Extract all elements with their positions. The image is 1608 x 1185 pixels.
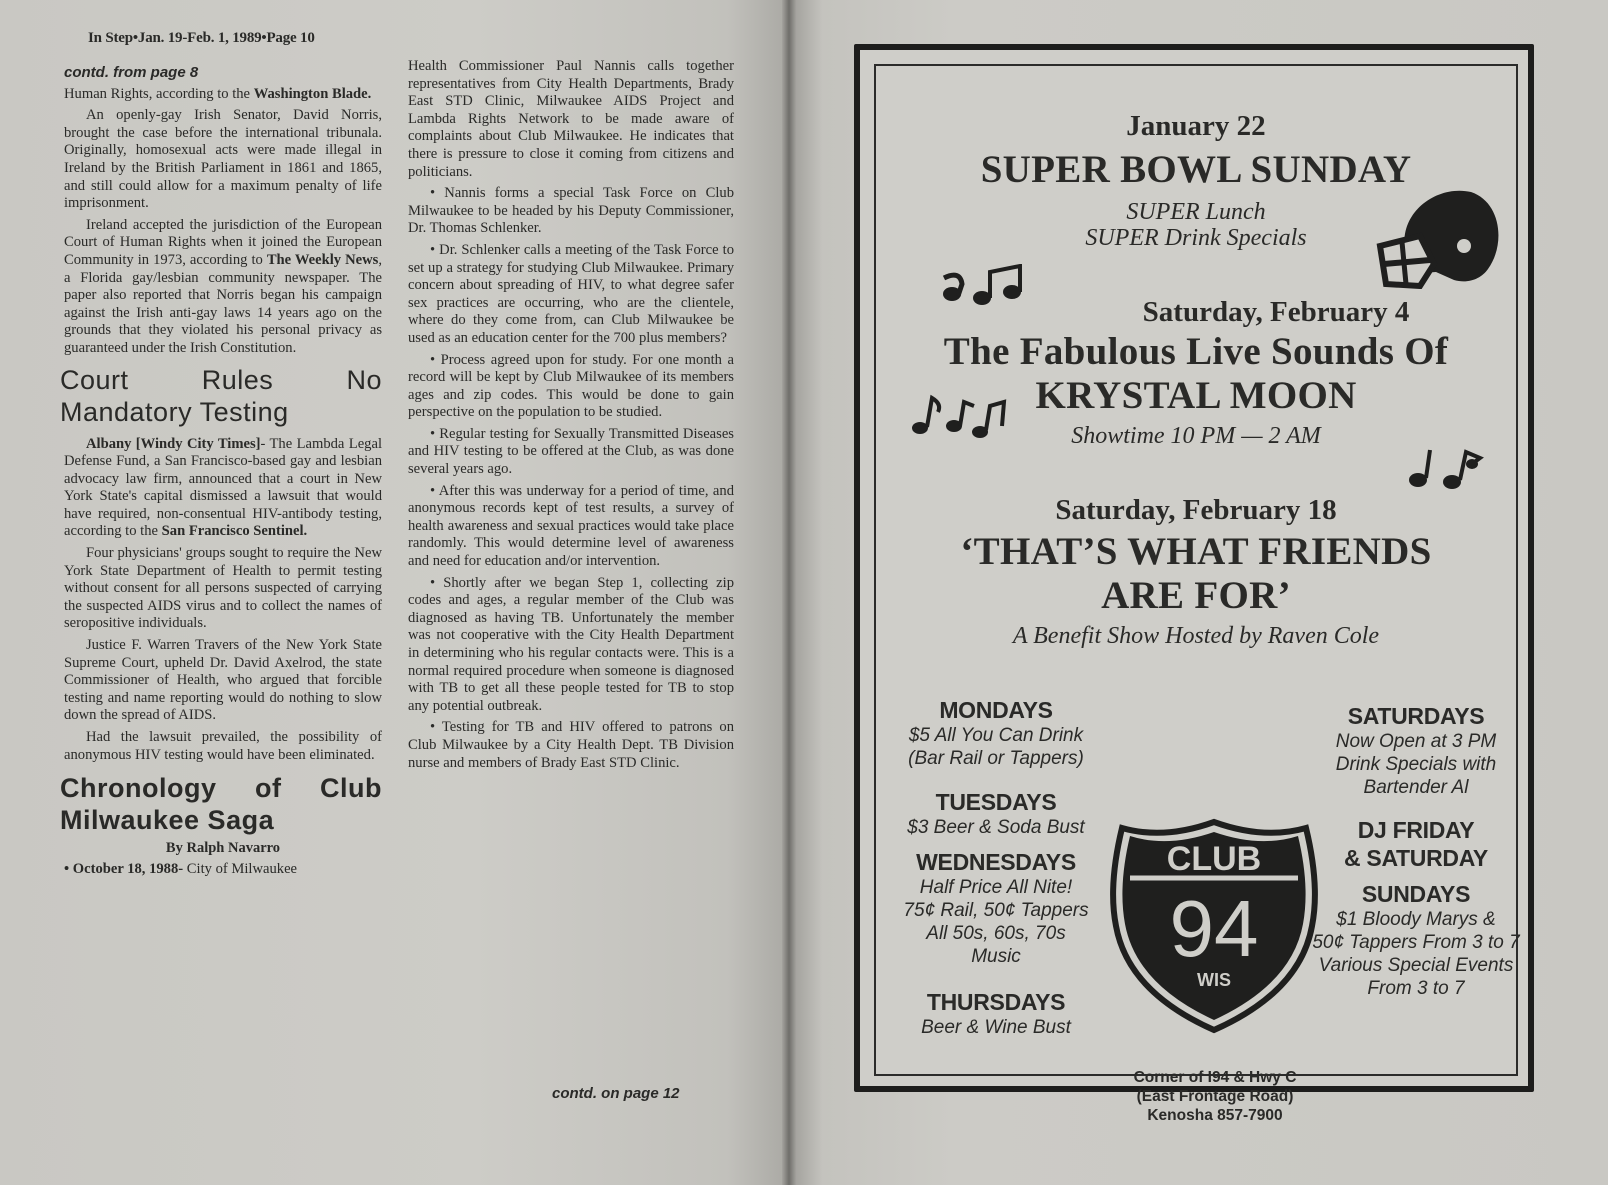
day-heading: & SATURDAY: [1344, 845, 1488, 871]
day-line: Drink Specials with: [1335, 754, 1497, 775]
event3-subtitle: A Benefit Show Hosted by Raven Cole: [1012, 623, 1380, 649]
day-line: $1 Bloody Marys &: [1336, 909, 1496, 930]
paragraph: • Process agreed upon for study. For one month a record will be kept by Club Milwaukee of its members ages and zip codes. This would be done to gain perspective on the population to be studied.: [408, 351, 734, 421]
wednesdays-block: [876, 848, 1116, 968]
mondays-block: [876, 696, 1116, 770]
day-heading: SUNDAYS: [1361, 881, 1471, 907]
source-name: Washington Blade.: [253, 85, 372, 102]
logo-number: 94: [1169, 884, 1259, 973]
paragraph: Justice F. Warren Travers of the New York State Supreme Court, upheld Dr. David Axelrod, the state Commissioner of Health, who argued that forcible testing and name reporting would do nothing to slow down the spread of AIDS.: [64, 637, 382, 724]
logo-club-text: CLUB: [1166, 840, 1262, 878]
binding-gutter: [782, 0, 796, 1185]
continued-from-label: contd. from page 8: [64, 64, 199, 81]
thursdays-block: [876, 988, 1116, 1039]
football-helmet-icon: [1376, 184, 1504, 289]
headline-court-rules: Court Rules No Mandatory Testing: [60, 364, 382, 427]
day-line: $5 All You Can Drink: [908, 725, 1084, 746]
dj-block: [1296, 816, 1536, 872]
event3-title-line1: ‘THAT’S WHAT FRIENDS: [960, 530, 1432, 573]
byline: By Ralph Navarro: [165, 840, 281, 857]
paragraph: • Dr. Schlenker calls a meeting of the Task Force to set up a strategy for studying Club Milwaukee. Primary concern about spreading of HIV, to what degree safer sex practices are occurring, who are the clientele, where do they come from, can Club Milwaukee be used as an education center for the 700 plus members?: [408, 241, 734, 346]
event2-title-line1: The Fabulous Live Sounds Of: [943, 330, 1449, 373]
event3-title-line2: ARE FOR’: [1101, 574, 1291, 617]
club-94-advertisement: [854, 44, 1534, 1124]
day-line: $3 Beer & Soda Bust: [907, 817, 1085, 838]
day-line: Beer & Wine Bust: [921, 1017, 1071, 1038]
day-heading: TUESDAYS: [935, 789, 1057, 815]
paragraph: An openly-gay Irish Senator, David Norris, brought the case before the international tribunala. Originally, homosexual acts were made illegal in Ireland by the British Parliament in 1861 and 1865, and still could allow for a maximum penalty of life imprisonment.: [64, 107, 382, 212]
dateline: Albany [Windy City Times]: [86, 435, 261, 452]
day-line: From 3 to 7: [1367, 978, 1465, 999]
paragraph: Human Rights, according to the Washington Blade.: [64, 85, 372, 102]
address-line: Kenosha 857-7900: [1147, 1107, 1283, 1124]
day-heading: SATURDAYS: [1347, 703, 1485, 729]
paragraph: Had the lawsuit prevailed, the possibility of anonymous HIV testing would have been eliminated.: [64, 729, 382, 763]
day-line: Bartender Al: [1363, 777, 1469, 798]
source-name: The Weekly News: [266, 251, 379, 268]
day-heading: DJ FRIDAY: [1357, 817, 1475, 843]
article-column-2: [408, 58, 734, 776]
continued-on-label: contd. on page 12: [552, 1085, 680, 1102]
logo-state: WIS: [1197, 970, 1231, 990]
page-folio: In Step•Jan. 19-Feb. 1, 1989•Page 10: [88, 30, 315, 46]
event2-date: Saturday, February 4: [1142, 296, 1410, 328]
ad-inner-border: [874, 64, 1520, 1124]
paragraph: • Shortly after we began Step 1, collecting zip codes and ages, a regular member of the Club was diagnosed as having TB. Unfortunately the member was not cooperative with the City Health Department in determining who his regular contacts were. This is a normal required procedure when someone is diagnosed with TB to get all these people tested for TB to stop any potential outbreak.: [408, 574, 734, 714]
event1-title: SUPER BOWL SUNDAY: [980, 148, 1412, 191]
event2-showtime: Showtime 10 PM — 2 AM: [1071, 423, 1321, 449]
day-line: Various Special Events: [1318, 955, 1514, 976]
paragraph: • Testing for TB and HIV offered to patrons on Club Milwaukee by a City Health Dept. TB Division nurse and members of Brady East STD Clinic.: [408, 719, 734, 771]
left-page: [0, 0, 790, 1185]
day-line: 50¢ Tappers From 3 to 7: [1312, 932, 1520, 953]
event2-title-line2: KRYSTAL MOON: [1035, 374, 1357, 417]
day-heading: WEDNESDAYS: [916, 849, 1076, 875]
sundays-block: [1288, 880, 1544, 1000]
paragraph: Four physicians' groups sought to require the New York State Department of Health to permit testing without consent for all persons suspected of carrying the suspected AIDS virus and to collect the names of seropositive individuals.: [64, 545, 382, 632]
day-heading: MONDAYS: [939, 697, 1053, 723]
day-line: All 50s, 60s, 70s: [926, 923, 1066, 944]
day-line: 75¢ Rail, 50¢ Tappers: [903, 900, 1089, 921]
day-line: Half Price All Nite!: [919, 877, 1073, 898]
source-name: San Francisco Sentinel.: [161, 523, 308, 540]
address-line: (East Frontage Road): [1136, 1088, 1294, 1105]
day-heading: THURSDAYS: [926, 989, 1066, 1015]
event3-date: Saturday, February 18: [1055, 494, 1337, 526]
paragraph: Health Commissioner Paul Nannis calls together representatives from City Health Departments, Brady East STD Clinic, Milwaukee AIDS Project and Lambda Rights Network to be made aware of complaints about Club Milwaukee. He indicates that there is pressure to close it coming from citizens and politicians.: [408, 58, 734, 180]
chronology-date: • October 18, 1988-: [64, 860, 184, 877]
paragraph: Albany [Windy City Times]- The Lambda Legal Defense Fund, a San Francisco-based gay and lesbian advocacy law firm, announced that a court in New York State's capital dismissed a lawsuit that would have required, non-consentual HIV-antibody testing, according to the San Francisco Sentinel.: [64, 435, 382, 540]
address-line: Corner of I94 & Hwy C: [1133, 1069, 1297, 1086]
paragraph: • After this was underway for a period of time, and anonymous records kept of test results, a survey of health awareness and sexual practices would take place randomly. This would determine level of awareness and need for education and/or intervention.: [408, 482, 734, 570]
tuesdays-block: [876, 788, 1116, 839]
event1-line2: SUPER Drink Specials: [1085, 225, 1307, 251]
event1-date: January 22: [1126, 110, 1266, 142]
day-line: Now Open at 3 PM: [1335, 731, 1497, 752]
paragraph: • Regular testing for Sexually Transmitted Diseases and HIV testing to be offered at the Club, as was done several years ago.: [408, 425, 734, 478]
event1-line1: SUPER Lunch: [1126, 199, 1266, 225]
headline-chronology: Chronology of Club Milwaukee Saga: [60, 773, 382, 836]
saturdays-block: [1296, 702, 1536, 799]
music-notes-icon: [1406, 444, 1484, 492]
paragraph: • October 18, 1988- City of Milwaukee: [64, 860, 298, 877]
paragraph: • Nannis forms a special Task Force on Club Milwaukee to be headed by his Deputy Commissioner, Dr. Thomas Schlenker.: [408, 185, 734, 237]
paragraph: Ireland accepted the jurisdiction of the European Court of Human Rights when it joined the European Community in 1973, according to The Weekly News, a Florida gay/lesbian community newspaper. The paper also reported that Norris began his campaign against the Irish anti-gay laws 14 years ago on the grounds that they violated his personal privacy as guaranteed under the Irish Constitution.: [64, 216, 382, 356]
day-line: Music: [971, 946, 1021, 967]
club-address: [1080, 1068, 1350, 1125]
article-column-1: [60, 64, 382, 882]
day-line: (Bar Rail or Tappers): [908, 748, 1084, 769]
